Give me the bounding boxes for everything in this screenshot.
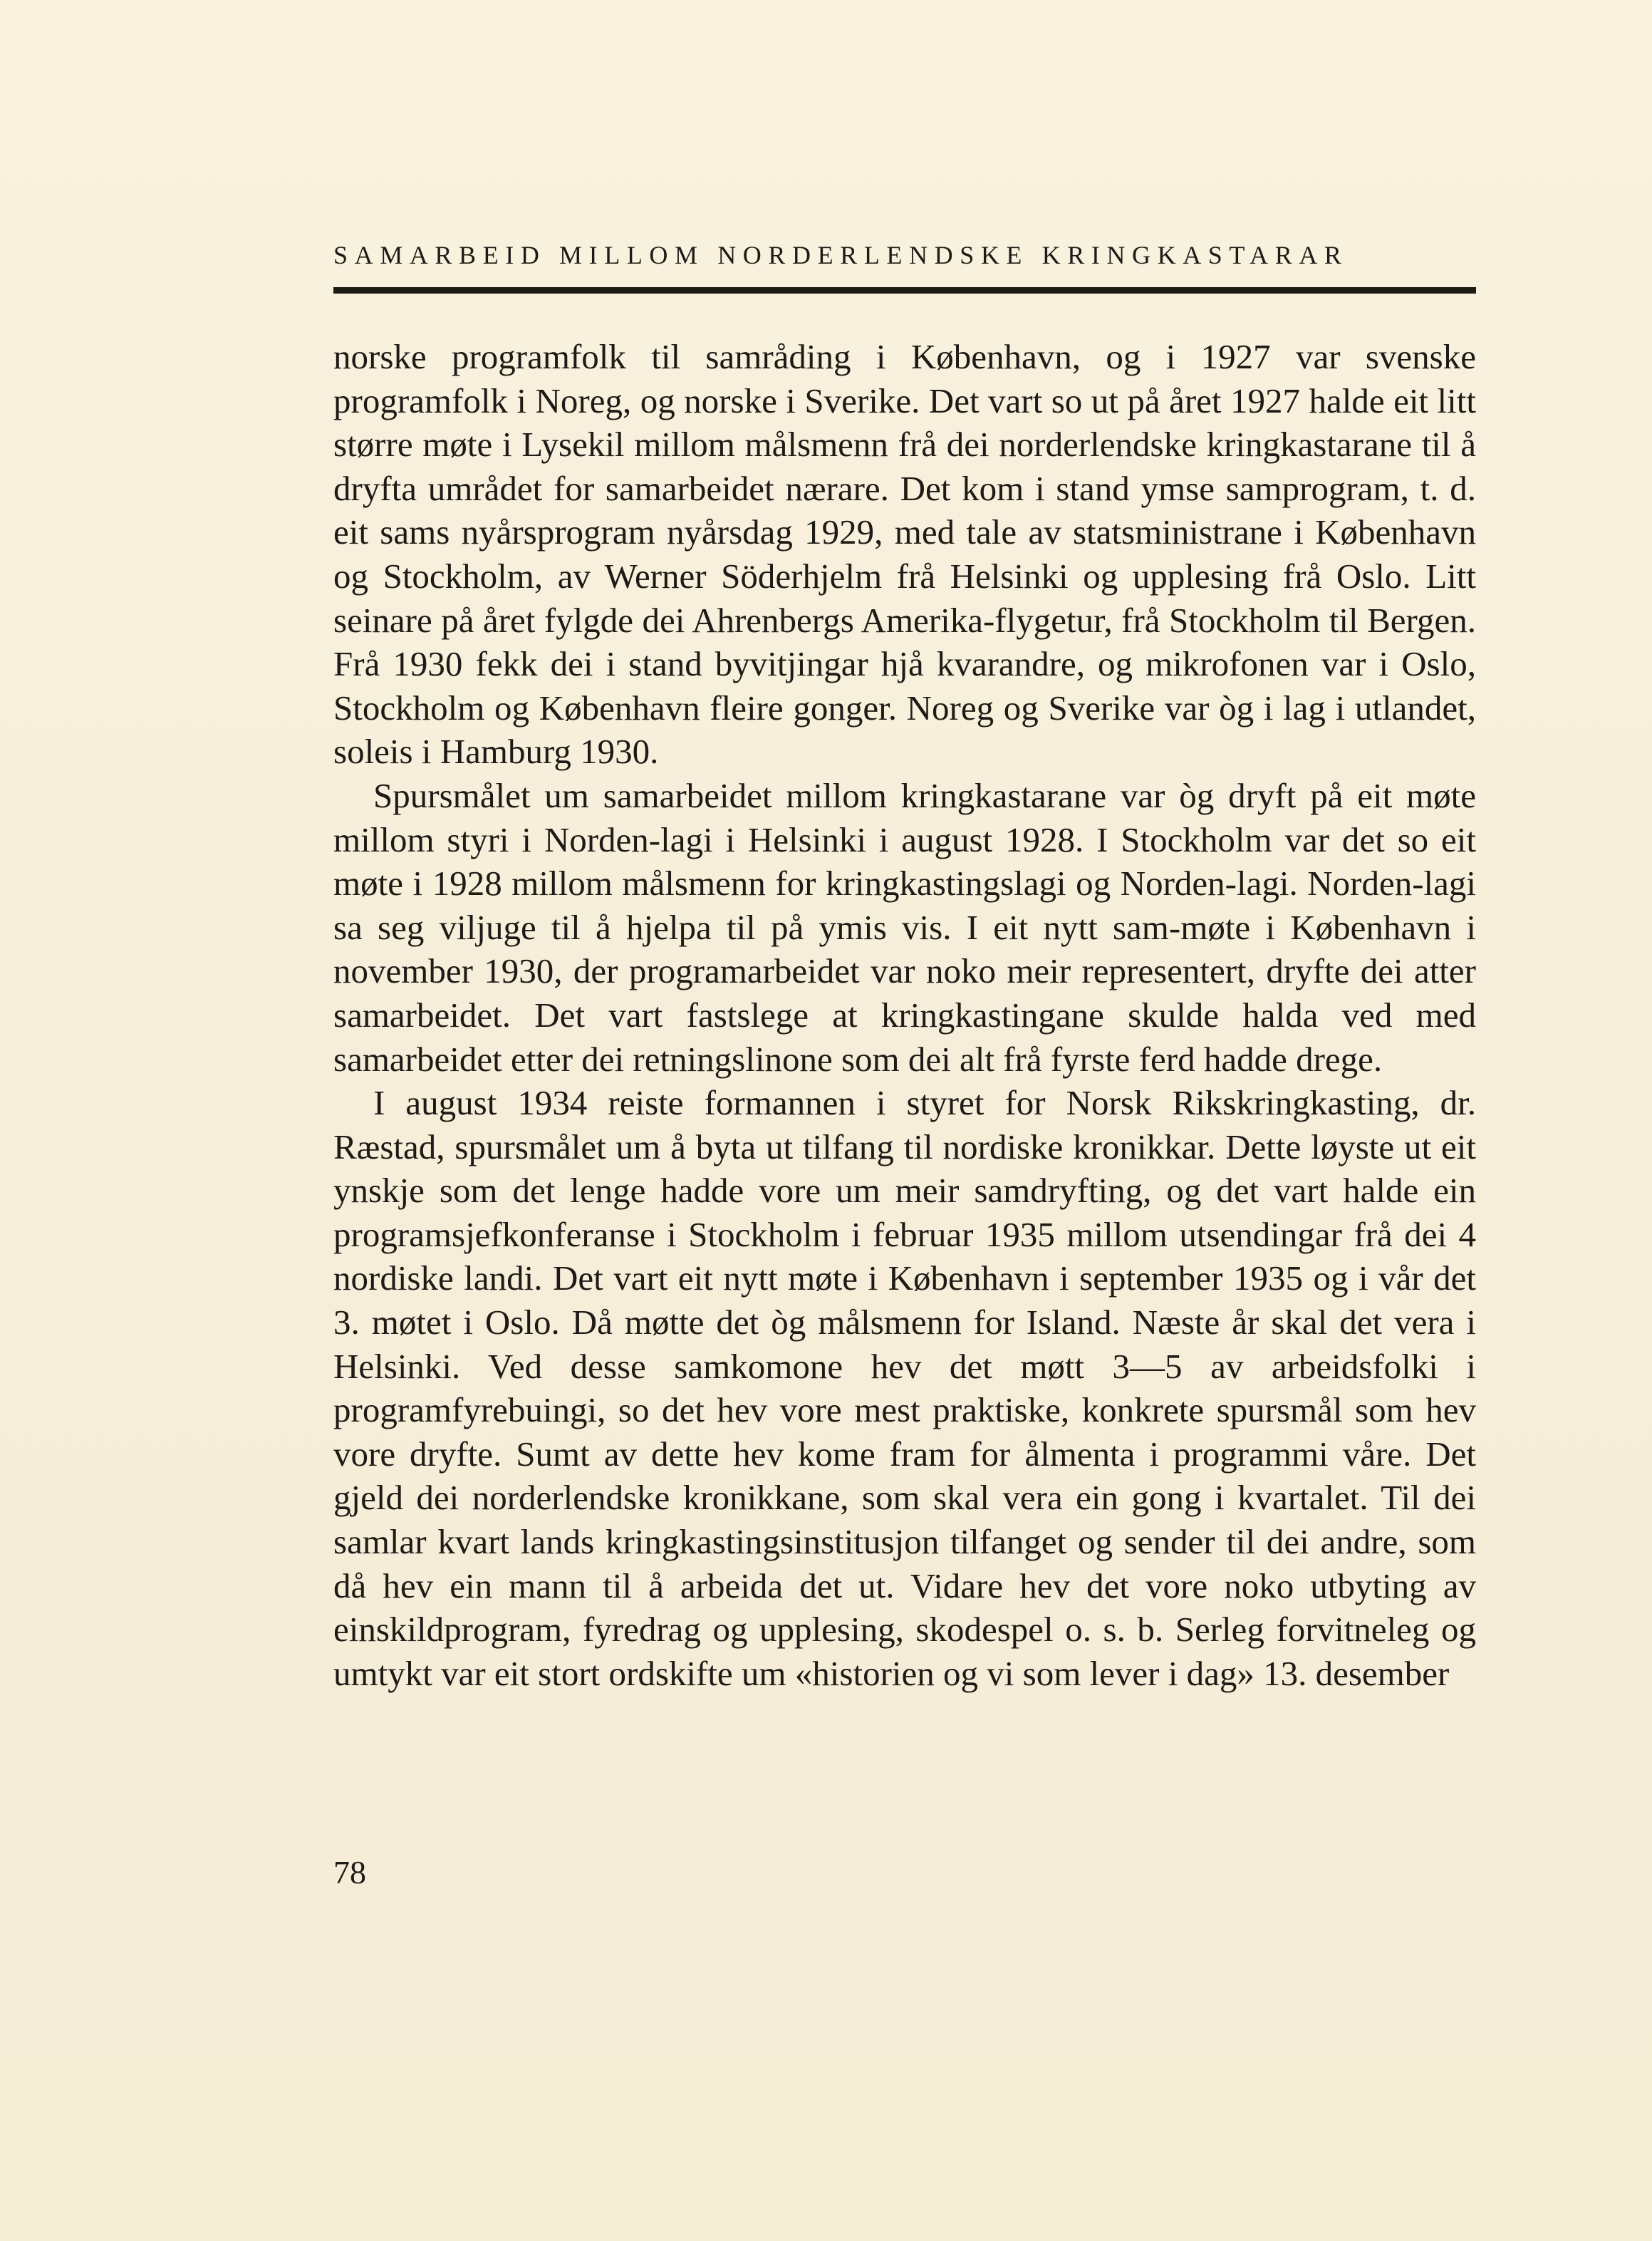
paragraph-2: Spursmålet um samarbeidet millom kringkastarane var òg dryft på eit møte millom styri i Norden-lagi i Helsinki i august 1928. I Stockholm var det so eit møte i 1928 millom målsmenn for kringkastingslagi og Norden-lagi. Norden-lagi sa seg viljuge til å hjelpa til på ymis vis. I eit nytt sam-møte i København i november 1930, der programarbeidet var noko meir representert, dryfte dei atter samarbeidet. Det vart fastslege at kringkastingane skulde halda ved med samarbeidet etter dei retningslinone som dei alt frå fyrste ferd hadde drege. bbox=[333, 775, 1476, 1079]
running-head: SAMARBEID MILLOM NORDERLENDSKE KRINGKASTARAR bbox=[333, 241, 1349, 269]
page-number: 78 bbox=[333, 1854, 366, 1890]
header-rule bbox=[333, 287, 1476, 294]
paragraph-3: I august 1934 reiste formannen i styret for Norsk Rikskringkasting, dr. Ræstad, spursmålet um å byta ut tilfang til nordiske kronikkar. Dette løyste ut eit ynskje som det lenge hadde vore um meir samdryfting, og det vart halde ein programsjefkonferanse i Stockholm i februar 1935 millom utsendingar frå dei 4 nordiske landi. Det vart eit nytt møte i København i september 1935 og i vår det 3. møtet i Oslo. Då møtte det òg målsmenn for Island. Næste år skal det vera i Helsinki. Ved desse samkomone hev det møtt 3—5 av arbeidsfolki i programfyrebuingi, so det hev vore mest praktiske, konkrete spursmål som hev vore dryfte. Sumt av dette hev kome fram for ålmenta i programmi våre. Det gjeld dei norderlendske kronikkane, som skal vera ein gong i kvartalet. Til dei samlar kvart lands kringkastingsinstitusjon tilfanget og sender til dei andre, som då hev ein mann til å arbeida det ut. Vidare hev det vore noko utbyting av einskildprogram, fyredrag og upplesing, skodespel o. s. b. Serleg forvitneleg og umtykt var eit stort ordskifte um «historien og vi som lever i dag» 13. desember bbox=[333, 1083, 1476, 1693]
paragraph-1: norske programfolk til samråding i København, og i 1927 var svenske programfolk i Noreg, og norske i Sverike. Det vart so ut på året 1927 halde eit litt større møte i Lysekil millom målsmenn frå dei norderlendske kringkastarane til å dryfta umrådet for samarbeidet nærare. Det kom i stand ymse samprogram, t. d. eit sams nyårsprogram nyårsdag 1929, med tale av statsministrane i København og Stockholm, av Werner Söderhjelm frå Helsinki og upplesing frå Oslo. Litt seinare på året fylgde dei Ahrenbergs Amerika-flygetur, frå Stockholm til Bergen. Frå 1930 fekk dei i stand byvitjingar hjå kvarandre, og mikrofonen var i Oslo, Stockholm og København fleire gonger. Noreg og Sverike var òg i lag i utlandet, soleis i Hamburg 1930. bbox=[333, 337, 1476, 772]
body-text bbox=[333, 335, 1476, 1695]
